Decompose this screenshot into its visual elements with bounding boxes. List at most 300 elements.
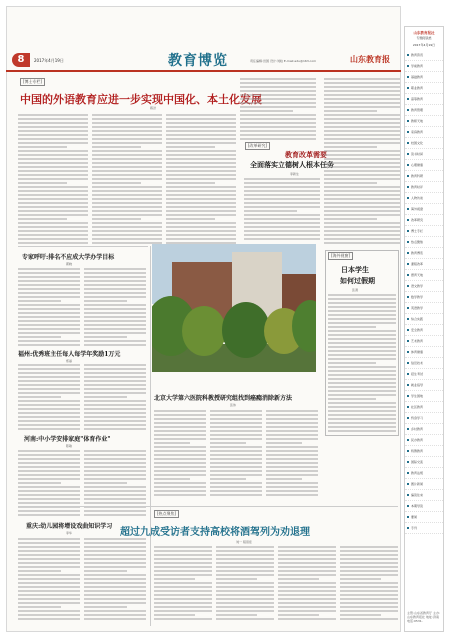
text-line xyxy=(84,542,146,544)
bullet-icon xyxy=(407,527,409,529)
text-line xyxy=(266,474,318,476)
text-line xyxy=(18,408,80,410)
text-line xyxy=(216,618,274,620)
text-line xyxy=(84,590,146,592)
text-line xyxy=(154,478,190,480)
bullet-icon xyxy=(407,384,409,386)
text-line xyxy=(18,336,61,338)
text-line xyxy=(266,450,318,452)
text-line xyxy=(266,438,318,440)
sidebar-item[interactable]: 心理健康 xyxy=(405,160,443,171)
sidebar-item[interactable]: 课程改革 xyxy=(405,259,443,270)
text-line xyxy=(278,562,336,564)
text-line xyxy=(216,578,257,580)
text-line xyxy=(84,420,146,422)
text-line xyxy=(84,466,146,468)
text-line xyxy=(324,238,400,240)
sidebar-item[interactable]: 校园文化 xyxy=(405,138,443,149)
text-line xyxy=(84,606,127,608)
text-line xyxy=(166,170,236,172)
text-line xyxy=(92,154,162,156)
text-line xyxy=(84,574,146,576)
text-line xyxy=(154,438,206,440)
text-line xyxy=(278,558,336,560)
text-line xyxy=(84,388,146,390)
text-line xyxy=(84,514,146,516)
text-line xyxy=(84,602,146,604)
text-line xyxy=(210,410,262,412)
text-line xyxy=(84,478,146,480)
text-line xyxy=(328,314,396,316)
text-line xyxy=(240,98,316,100)
sidebar-item[interactable]: 图片新闻 xyxy=(405,479,443,490)
sidebar-item[interactable]: 学生园地 xyxy=(405,391,443,402)
text-line xyxy=(278,570,336,572)
text-line xyxy=(18,234,88,236)
sidebar-item[interactable]: 教育时评 xyxy=(405,182,443,193)
text-line xyxy=(18,316,80,318)
text-line xyxy=(166,138,236,140)
banner-rule xyxy=(18,506,398,507)
peking-text-col2 xyxy=(210,410,262,498)
text-line xyxy=(18,174,88,176)
text-line xyxy=(92,170,162,172)
text-line xyxy=(166,146,215,148)
text-line xyxy=(216,598,274,600)
japan-headline-2: 如何过假期 xyxy=(340,276,375,285)
text-line xyxy=(84,280,146,282)
text-line xyxy=(154,410,206,412)
sidebar-item[interactable]: 高等教育 xyxy=(405,94,443,105)
reform-text-col2 xyxy=(324,78,400,246)
sidebar-item[interactable]: 就业指导 xyxy=(405,380,443,391)
text-line xyxy=(328,298,396,300)
sidebar-item[interactable]: 德育天地 xyxy=(405,270,443,281)
text-line xyxy=(324,114,400,116)
text-line xyxy=(84,324,146,326)
main-text-col3 xyxy=(166,114,236,246)
text-line xyxy=(92,238,162,240)
reform-headline-1: 教育改革需要 xyxy=(285,150,327,159)
text-line xyxy=(18,372,80,374)
text-line xyxy=(92,190,162,192)
text-line xyxy=(216,586,274,588)
text-line xyxy=(18,606,61,608)
text-line xyxy=(18,474,80,476)
text-line xyxy=(328,318,396,320)
text-line xyxy=(154,566,212,568)
text-line xyxy=(18,428,80,430)
text-line xyxy=(266,486,318,488)
text-line xyxy=(154,614,195,616)
sidebar-footer: 主管:山东省教育厅 主办:山东教育报社 地址:济南 电话:0531- xyxy=(407,611,440,623)
issue-date: 2017年4月19日 xyxy=(34,58,64,63)
text-line xyxy=(216,554,274,556)
text-line xyxy=(18,462,80,464)
text-line xyxy=(84,296,146,298)
text-line xyxy=(324,118,400,120)
text-line xyxy=(92,210,162,212)
sidebar-index xyxy=(404,26,444,632)
sidebar-item[interactable]: 社区教育 xyxy=(405,402,443,413)
text-line xyxy=(154,454,206,456)
text-line xyxy=(18,614,80,616)
banner-headline: 超过九成受访者支持高校将酒驾列为劝退理 xyxy=(120,527,310,538)
text-line xyxy=(18,538,80,540)
sidebar-item[interactable]: 英语教学 xyxy=(405,303,443,314)
sidebar-item[interactable]: 人物访谈 xyxy=(405,193,443,204)
sidebar-item[interactable]: 基础教育 xyxy=(405,72,443,83)
text-line xyxy=(84,292,146,294)
sidebar-item[interactable]: 本期导读 xyxy=(405,501,443,512)
text-line xyxy=(324,174,400,176)
text-line xyxy=(84,450,146,452)
text-line xyxy=(324,110,377,112)
reform-tag: [改革研究] xyxy=(245,142,270,150)
text-line xyxy=(244,206,320,208)
bullet-icon xyxy=(407,472,409,474)
text-line xyxy=(92,206,162,208)
text-line xyxy=(84,482,127,484)
text-line xyxy=(18,546,80,548)
bullet-icon xyxy=(407,120,409,122)
text-line xyxy=(18,498,80,500)
text-line xyxy=(154,422,206,424)
sidebar-item[interactable]: 国际交流 xyxy=(405,457,443,468)
banner-text-col1 xyxy=(154,546,212,622)
chongqing-byline: 李华 xyxy=(66,531,73,535)
newspaper-brand: 山东教育报 xyxy=(350,54,390,64)
text-line xyxy=(324,146,377,148)
text-line xyxy=(340,602,398,604)
text-line xyxy=(266,410,318,412)
text-line xyxy=(324,218,377,220)
experts-text-col2 xyxy=(84,268,146,348)
sidebar-item[interactable]: 教育法规 xyxy=(405,468,443,479)
text-line xyxy=(18,154,88,156)
text-line xyxy=(84,316,146,318)
bullet-icon xyxy=(407,483,409,485)
text-line xyxy=(84,416,146,418)
text-line xyxy=(328,302,396,304)
text-line xyxy=(84,618,146,620)
text-line xyxy=(18,586,80,588)
sidebar-item[interactable]: 教师天地 xyxy=(405,116,443,127)
bullet-icon xyxy=(407,362,409,364)
text-line xyxy=(84,396,127,398)
sidebar-item[interactable]: 学前教育 xyxy=(405,61,443,72)
text-line xyxy=(84,594,146,596)
text-line xyxy=(166,222,236,224)
editors-line: 责任编辑:田园 设计:刘晗 E-mail:edu@163.com xyxy=(250,59,317,63)
divider xyxy=(18,246,148,247)
text-line xyxy=(84,586,146,588)
bullet-icon xyxy=(407,175,409,177)
text-line xyxy=(240,78,316,80)
text-line xyxy=(328,326,376,328)
sidebar-item[interactable]: 专刊 xyxy=(405,523,443,534)
bullet-icon xyxy=(407,241,409,243)
sidebar-item[interactable]: 艺术教育 xyxy=(405,336,443,347)
text-line xyxy=(166,230,236,232)
sidebar-item[interactable]: 教育资讯 xyxy=(405,50,443,61)
main-headline: 中国的外语教育应进一步实现中国化、本土化发展 xyxy=(20,93,262,106)
sidebar-item[interactable]: 招生考试 xyxy=(405,369,443,380)
text-line xyxy=(154,434,206,436)
text-line xyxy=(340,594,398,596)
sidebar-item[interactable]: 民办教育 xyxy=(405,435,443,446)
banner-tag: [热点聚焦] xyxy=(154,510,179,518)
text-line xyxy=(84,412,146,414)
text-line xyxy=(18,380,80,382)
text-line xyxy=(340,578,381,580)
text-line xyxy=(154,482,206,484)
text-line xyxy=(166,118,236,120)
text-line xyxy=(240,114,316,116)
text-line xyxy=(18,280,80,282)
bullet-icon xyxy=(407,417,409,419)
text-line xyxy=(18,182,67,184)
text-line xyxy=(92,158,162,160)
text-line xyxy=(328,386,396,388)
text-line xyxy=(18,206,88,208)
text-line xyxy=(278,598,336,600)
sidebar-item[interactable]: 职业教育 xyxy=(405,83,443,94)
text-line xyxy=(18,292,80,294)
text-line xyxy=(154,474,206,476)
text-line xyxy=(84,502,146,504)
text-line xyxy=(84,598,146,600)
text-line xyxy=(340,618,398,620)
sidebar-item[interactable]: 要闻 xyxy=(405,512,443,523)
text-line xyxy=(216,558,274,560)
text-line xyxy=(84,558,146,560)
text-line xyxy=(324,106,400,108)
text-line xyxy=(84,332,146,334)
text-line xyxy=(154,458,206,460)
text-line xyxy=(18,194,88,196)
header-rule xyxy=(6,70,401,72)
text-line xyxy=(18,218,67,220)
bullet-icon xyxy=(407,197,409,199)
bullet-icon xyxy=(407,263,409,265)
sidebar-item[interactable]: 海外视窗 xyxy=(405,204,443,215)
text-line xyxy=(92,230,162,232)
bullet-icon xyxy=(407,307,409,309)
banner-text-col2 xyxy=(216,546,274,622)
sidebar-item[interactable]: 读书时间 xyxy=(405,149,443,160)
text-line xyxy=(92,234,162,236)
text-line xyxy=(18,138,88,140)
text-line xyxy=(324,214,400,216)
text-line xyxy=(240,126,316,128)
text-line xyxy=(84,582,146,584)
text-line xyxy=(154,562,212,564)
text-line xyxy=(154,446,206,448)
text-line xyxy=(324,186,400,188)
text-line xyxy=(84,272,146,274)
main-text-col4 xyxy=(240,78,316,142)
sidebar-item[interactable]: 体育健康 xyxy=(405,347,443,358)
bullet-icon xyxy=(407,252,409,254)
text-line xyxy=(266,418,318,420)
text-line xyxy=(18,146,67,148)
sidebar-item[interactable]: 信息技术 xyxy=(405,358,443,369)
text-line xyxy=(18,332,80,334)
text-line xyxy=(154,618,212,620)
sidebar-item[interactable]: 编读往来 xyxy=(405,490,443,501)
text-line xyxy=(18,238,88,240)
text-line xyxy=(340,586,398,588)
henan-byline: 陈敏 xyxy=(66,444,73,448)
sidebar-item[interactable]: 改革研究 xyxy=(405,215,443,226)
text-line xyxy=(18,392,80,394)
text-line xyxy=(244,210,297,212)
text-line xyxy=(18,478,80,480)
text-line xyxy=(18,578,80,580)
text-line xyxy=(210,478,246,480)
bullet-icon xyxy=(407,395,409,397)
main-byline: 蒋洪 xyxy=(150,106,157,110)
text-line xyxy=(266,430,318,432)
text-line xyxy=(92,194,162,196)
text-line xyxy=(166,114,236,116)
text-line xyxy=(18,502,80,504)
text-line xyxy=(328,338,396,340)
chongqing-headline: 重庆:幼儿园将增设戏曲知识学习 xyxy=(26,523,113,530)
text-line xyxy=(18,594,80,596)
sidebar-item[interactable]: 乡村教育 xyxy=(405,424,443,435)
text-line xyxy=(18,320,80,322)
text-line xyxy=(84,380,146,382)
text-line xyxy=(324,90,400,92)
text-line xyxy=(18,542,80,544)
bullet-icon xyxy=(407,340,409,342)
text-line xyxy=(18,150,88,152)
sidebar-item[interactable]: 安全教育 xyxy=(405,325,443,336)
text-line xyxy=(278,614,319,616)
text-line xyxy=(84,340,146,342)
text-line xyxy=(84,336,127,338)
text-line xyxy=(18,388,80,390)
text-line xyxy=(154,426,206,428)
text-line xyxy=(84,308,146,310)
text-line xyxy=(328,354,396,356)
text-line xyxy=(166,210,236,212)
peking-byline: 张伟 xyxy=(230,403,237,407)
text-line xyxy=(166,238,236,240)
text-line xyxy=(84,328,146,330)
text-line xyxy=(244,182,320,184)
sidebar-item[interactable]: 综合实践 xyxy=(405,314,443,325)
text-line xyxy=(92,198,162,200)
bullet-icon xyxy=(407,373,409,375)
experts-text-col1 xyxy=(18,268,80,348)
text-line xyxy=(340,566,398,568)
text-line xyxy=(244,178,320,180)
sidebar-title: 山东教育报社 xyxy=(413,31,435,35)
text-line xyxy=(278,618,336,620)
text-line xyxy=(278,574,336,576)
text-line xyxy=(240,118,316,120)
text-line xyxy=(92,138,162,140)
text-line xyxy=(18,494,80,496)
text-line xyxy=(166,182,215,184)
bullet-icon xyxy=(407,274,409,276)
text-line xyxy=(244,226,320,228)
bullet-icon xyxy=(407,505,409,507)
text-line xyxy=(240,110,293,112)
sidebar-item[interactable]: 终身学习 xyxy=(405,413,443,424)
text-line xyxy=(210,430,262,432)
text-line xyxy=(18,328,80,330)
text-line xyxy=(210,450,262,452)
sidebar-item[interactable]: 教育管理 xyxy=(405,105,443,116)
text-line xyxy=(84,288,146,290)
text-line xyxy=(244,194,320,196)
bullet-icon xyxy=(407,186,409,188)
text-line xyxy=(84,562,146,564)
text-line xyxy=(18,210,88,212)
text-line xyxy=(18,364,80,366)
text-line xyxy=(210,482,262,484)
sidebar-item[interactable]: 数学教学 xyxy=(405,292,443,303)
text-line xyxy=(166,130,236,132)
fuzhou-text-col1 xyxy=(18,364,80,432)
text-line xyxy=(154,466,206,468)
text-line xyxy=(328,366,396,368)
text-line xyxy=(216,606,274,608)
text-line xyxy=(18,308,80,310)
text-line xyxy=(278,594,336,596)
text-line xyxy=(328,334,396,336)
text-line xyxy=(340,606,398,608)
text-line xyxy=(324,122,400,124)
text-line xyxy=(278,582,336,584)
text-line xyxy=(84,570,127,572)
text-line xyxy=(84,538,146,540)
column-rule xyxy=(150,246,151,626)
text-line xyxy=(18,296,80,298)
text-line xyxy=(18,158,88,160)
text-line xyxy=(84,284,146,286)
bullet-icon xyxy=(407,296,409,298)
sidebar-item[interactable]: 教育科研 xyxy=(405,171,443,182)
text-line xyxy=(84,550,146,552)
text-line xyxy=(92,150,162,152)
text-line xyxy=(340,550,398,552)
sidebar-item[interactable]: 博士专栏 xyxy=(405,226,443,237)
text-line xyxy=(328,350,396,352)
sidebar-item[interactable]: 热点聚焦 xyxy=(405,237,443,248)
campus-photo xyxy=(152,244,316,372)
text-line xyxy=(328,402,396,404)
text-line xyxy=(210,442,246,444)
text-line xyxy=(244,202,320,204)
text-line xyxy=(324,234,400,236)
text-line xyxy=(324,150,400,152)
sidebar-item[interactable]: 特殊教育 xyxy=(405,446,443,457)
sidebar-item[interactable]: 教育博览 xyxy=(405,248,443,259)
text-line xyxy=(266,426,318,428)
text-line xyxy=(216,602,274,604)
text-line xyxy=(18,134,88,136)
sidebar-item[interactable]: 语文教学 xyxy=(405,281,443,292)
text-line xyxy=(328,306,396,308)
sidebar-item[interactable]: 家庭教育 xyxy=(405,127,443,138)
text-line xyxy=(328,414,396,416)
text-line xyxy=(340,590,398,592)
